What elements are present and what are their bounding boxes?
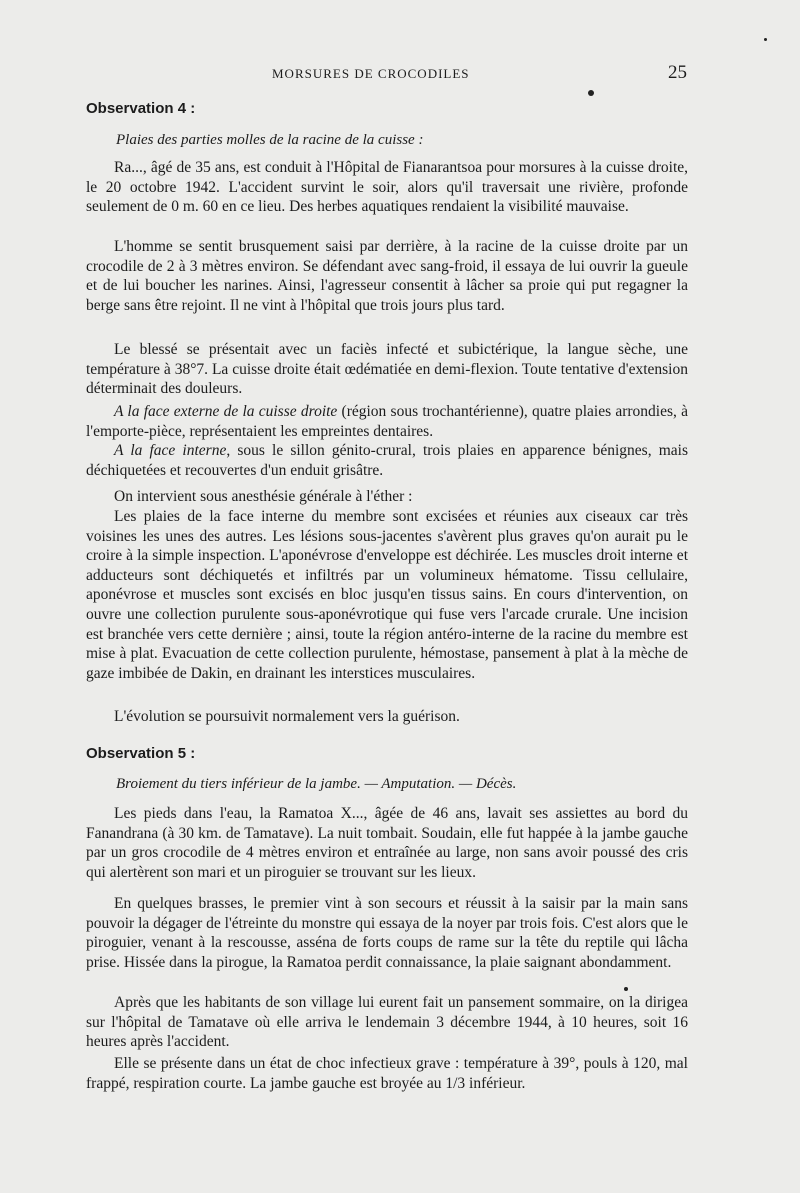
obs4-paragraph-external (86, 402, 688, 441)
obs4-paragraph-internal (86, 441, 688, 480)
observation-5-subtitle: Broiement du tiers inférieur de la jambe. — Amputation. — Décès. (116, 776, 517, 792)
obs4-paragraph-evolution: L'évolution se poursuivit normalement vers la guérison. (114, 708, 460, 725)
internal-face-text: , sous le sillon génito-crural, trois plaies en apparence bénignes, mais déchiquetées et recouvertes d'un enduit grisâtre. (86, 442, 688, 479)
external-face-text: (région sous trochantérienne), quatre plaies arrondies, à l'emporte-pièce, représentaient les empreintes dentaires. (86, 403, 688, 440)
obs5-paragraph-1: Les pieds dans l'eau, la Ramatoa X..., âgée de 46 ans, lavait ses assiettes au bord du Fanandrana (à 30 km. de Tamatave). La nuit tombait. Soudain, elle fut happée à la jambe gauche par un gros crocodile de 4 mètres environ et entraînée au large, non sans avoir poussé des cris qui alertèrent son mari et un piroguier se trouvant sur les lieux. (86, 805, 688, 881)
observation-5-heading: Observation 5 : (86, 745, 196, 762)
observation-4-subtitle: Plaies des parties molles de la racine de la cuisse : (116, 132, 424, 148)
internal-face-lead: A la face interne (114, 442, 227, 459)
obs4-paragraph-1: Ra..., âgé de 35 ans, est conduit à l'Hôpital de Fianarantsoa pour morsures à la cuisse droite, le 20 octobre 1942. L'accident survint le soir, alors qu'il traversait une rivière, profonde seulement de 0 m. 60 en ce lieu. Des herbes aquatiques rendaient la visibilité mauvaise. (86, 159, 688, 216)
external-face-lead: A la face externe de la cuisse droite (114, 403, 338, 420)
obs4-paragraph-2: L'homme se sentit brusquement saisi par derrière, à la racine de la cuisse droite par un crocodile de 2 à 3 mètres environ. Se défendant avec sang-froid, il essaya de lui ouvrir la gueule et de lui boucher les narines. Ainsi, l'agresseur consentit à lâcher sa proie qui put regagner la berge sans être rejoint. Il ne vint à l'hôpital que trois jours plus tard. (86, 238, 688, 314)
ink-speck (624, 987, 628, 991)
ink-speck (764, 38, 767, 41)
observation-4-heading: Observation 4 : (86, 100, 196, 117)
obs4-paragraph-surgery: Les plaies de la face interne du membre sont excisées et réunies aux ciseaux car très voisines les unes des autres. Les lésions sous-jacentes s'avèrent plus graves qu'on aurait pu le croire à la simple inspection. L'aponévrose d'enveloppe est déchirée. Les muscles droit interne et adducteurs sont déchiquetés et infiltrés par un volumineux hématome. Tissu cellulaire, aponévrose et muscles sont excisés en bloc jusqu'en tissus sains. En cours d'intervention, on ouvre une collection purulente sous-aponévrotique qui fuse vers l'arcade crurale. Une incision est branchée vers cette dernière ; ainsi, toute la région antéro-interne de la racine du membre est mise à plat. Evacuation de cette collection purulente, hémostase, pansement à plat à la mèche de gaze imbibée de Dakin, en drainant les interstices musculaires. (86, 508, 688, 682)
obs5-paragraph-3: Après que les habitants de son village lui eurent fait un pansement sommaire, on la dirigea sur l'hôpital de Tamatave où elle arriva le lendemain 3 décembre 1944, à 10 heures, soit 16 heures après l'accident. (86, 994, 688, 1051)
ink-speck (588, 90, 594, 96)
page-number: 25 (668, 62, 687, 83)
obs4-paragraph-anesthesia: On intervient sous anesthésie générale à l'éther : (114, 488, 413, 505)
running-title: MORSURES DE CROCODILES (272, 66, 470, 81)
obs4-paragraph-3: Le blessé se présentait avec un faciès infecté et subictérique, la langue sèche, une température à 38°7. La cuisse droite était œdématiée en demi-flexion. Toute tentative d'extension déterminait des douleurs. (86, 341, 688, 398)
obs5-paragraph-2: En quelques brasses, le premier vint à son secours et réussit à la saisir par la main sans pouvoir la dégager de l'étreinte du monstre qui essaya de la noyer par trois fois. C'est alors que le piroguier, venant à la rescousse, asséna de forts coups de rame sur la tête du reptile qui lâcha prise. Hissée dans la pirogue, la Ramatoa perdit connaissance, la plaie saignant abondamment. (86, 895, 688, 971)
page-header (0, 62, 800, 86)
obs5-paragraph-4: Elle se présente dans un état de choc infectieux grave : température à 39°, pouls à 120, mal frappé, respiration courte. La jambe gauche est broyée au 1/3 inférieur. (86, 1055, 688, 1092)
